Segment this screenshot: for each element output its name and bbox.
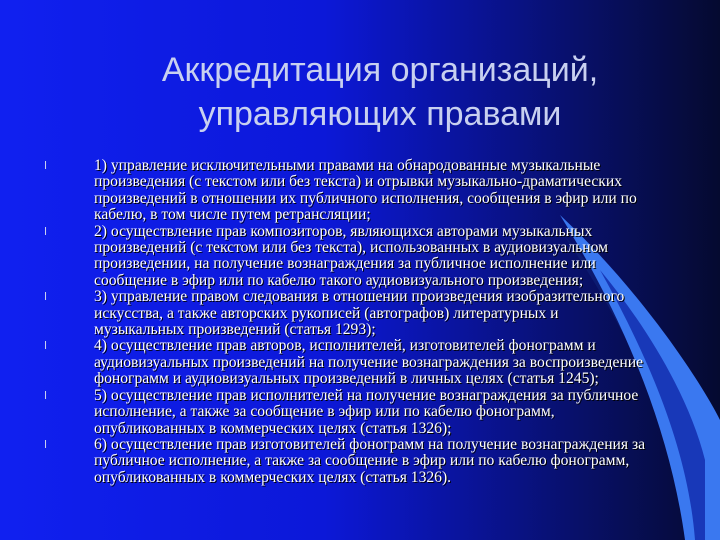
bullet-marker-icon: l: [44, 339, 48, 353]
bullet-item: [44, 437, 650, 486]
bullet-item: [44, 158, 650, 224]
bullet-marker-icon: l: [44, 224, 48, 238]
bullet-marker-icon: l: [44, 290, 48, 304]
title-line-1: Аккредитация организаций,: [161, 51, 599, 89]
bullet-text: 2) осуществление прав композиторов, являющихся авторами музыкальных произведений (с текстом или без текста), использованных в аудиовизуальном произведении, на получение вознаграждения за публичное исполнение или сообщение в эфир или по кабелю такого аудиовизуального произведения;: [94, 222, 608, 289]
bullet-text: 6) осуществление прав изготовителей фонограмм на получение вознаграждения за публичное исполнение, а также за сообщение в эфир или по кабелю фонограмм, опубликованных в коммерческих целях (статья 1326).: [94, 435, 646, 486]
bullet-item: [44, 338, 650, 387]
slide-title: [80, 48, 680, 136]
bullet-marker-icon: l: [44, 437, 48, 451]
bullet-list: [44, 158, 650, 486]
bullet-marker-icon: l: [44, 388, 48, 402]
title-line-2: управляющих правами: [198, 95, 562, 133]
bullet-text: 1) управление исключительными правами на обнародованные музыкальные произведения (с текстом или без текста) и отрывки музыкально-драматических произведений в отношении их публичного исполнения, сообщения в эфир или по кабелю, в том числе путем ретрансляции;: [94, 157, 637, 224]
bullet-item: [44, 388, 650, 437]
bullet-item: [44, 289, 650, 338]
bullet-text: 5) осуществление прав исполнителей на получение вознаграждения за публичное исполнение, а также за сообщение в эфир или по кабелю фонограмм, опубликованных в коммерческих целях (статья 1326);: [94, 386, 639, 437]
bullet-item: [44, 224, 650, 290]
bullet-text: 4) осуществление прав авторов, исполнителей, изготовителей фонограмм и аудиовизуальных произведений на получение вознаграждения за воспроизведение фонограмм и аудиовизуальных произведений в личных целях (статья 1245);: [94, 337, 644, 388]
bullet-text: 3) управление правом следования в отношении произведения изобразительного искусства, а также авторских рукописей (автографов) литературных и музыкальных произведений (статья 1293);: [94, 288, 625, 339]
bullet-marker-icon: l: [44, 159, 48, 172]
